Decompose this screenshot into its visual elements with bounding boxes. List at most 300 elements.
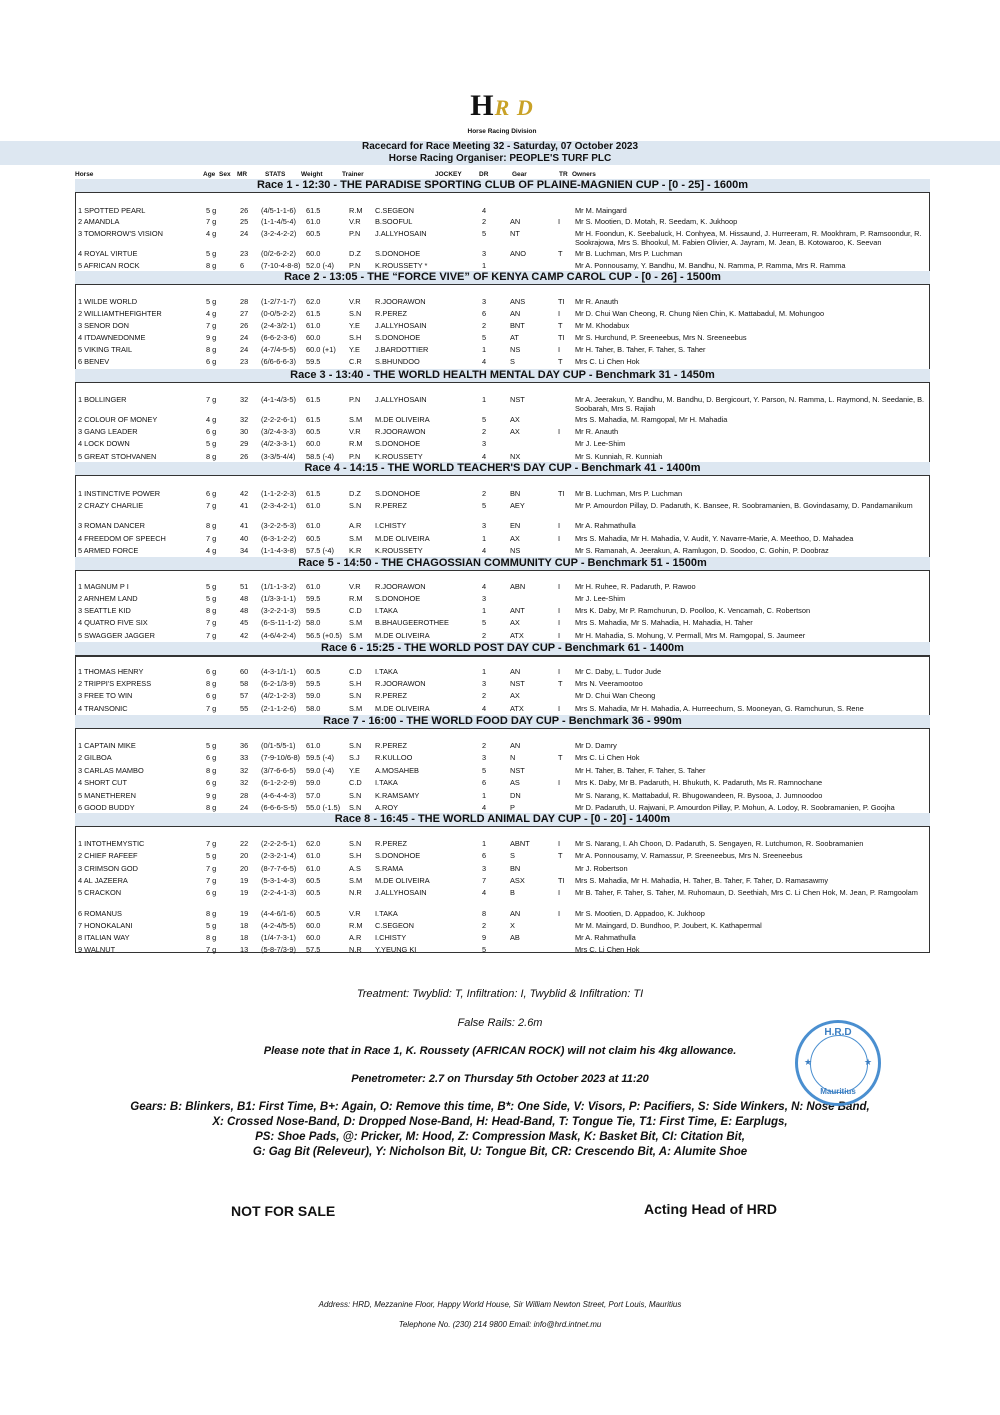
cell-trainer: R.M [349, 594, 363, 603]
cell-trainer: S.M [349, 534, 363, 543]
cell-gear: DN [510, 791, 521, 800]
cell-jockey: S.DONOHOE [375, 489, 421, 498]
cell-stats: (2-2-2-6-1) [261, 415, 297, 424]
cell-horse: 4 AL JAZEERA [78, 876, 128, 885]
cell-stats: (4/2-3-3-1) [261, 439, 296, 448]
cell-owners: Mr M. Maingard, D. Bundhoo, P. Joubert, K. Kathapermal [575, 921, 762, 930]
cell-trainer: S.H [349, 851, 362, 860]
cell-mr: 48 [240, 594, 249, 603]
cell-age-sex: 6 g [206, 357, 217, 366]
cell-weight: 61.0 [306, 582, 321, 591]
cell-jockey: K.RAMSAMY [375, 791, 420, 800]
cell-owners: Mr J. Lee-Shim [575, 594, 626, 603]
cell-draw: 6 [482, 851, 487, 860]
race-title: Race 7 - 16:00 - THE WORLD FOOD DAY CUP - Benchmark 36 - 990m [75, 715, 930, 728]
cell-draw: 3 [482, 249, 487, 258]
cell-owners: Mr M. Maingard [575, 206, 627, 215]
cell-owners: Mrs N. Veeramootoo [575, 679, 643, 688]
cell-stats: (0/2-6-2-2) [261, 249, 296, 258]
cell-trainer: V.R [349, 909, 361, 918]
cell-horse: 8 ITALIAN WAY [78, 933, 130, 942]
cell-trainer: N.R [349, 888, 362, 897]
cell-jockey: S.DONOHOE [375, 249, 421, 258]
cell-gear: AN [510, 309, 521, 318]
cell-mr: 60 [240, 667, 249, 676]
cell-jockey: K.ROUSSETY [375, 546, 423, 555]
cell-jockey: J.ALLYHOSAIN [375, 395, 427, 404]
cell-horse: 5 ARMED FORCE [78, 546, 139, 555]
cell-jockey: R.KULLOO [375, 753, 413, 762]
cell-horse: 5 MANETHEREN [78, 791, 136, 800]
cell-horse: 6 ROMANUS [78, 909, 122, 918]
cell-horse: 6 BENEV [78, 357, 110, 366]
cell-draw: 1 [482, 606, 487, 615]
cell-horse: 4 SHORT CUT [78, 778, 128, 787]
cell-owners: Mrs K. Daby, Mr P. Ramchurun, D. Poolloo, K. Vencamah, C. Robertson [575, 606, 811, 615]
cell-weight: 60.5 [306, 888, 321, 897]
cell-mr: 20 [240, 864, 249, 873]
cell-trainer: K.R [349, 546, 362, 555]
cell-horse: 5 VIKING TRAIL [78, 345, 133, 354]
hrd-logo [462, 86, 542, 138]
cell-draw: 3 [482, 753, 487, 762]
cell-horse: 5 AFRICAN ROCK [78, 261, 140, 270]
cell-jockey: R.PEREZ [375, 741, 408, 750]
cell-trainer: S.N [349, 309, 362, 318]
col-owners: Owners [572, 171, 596, 178]
cell-owners: Mr D. Damry [575, 741, 617, 750]
cell-jockey: R.PEREZ [375, 501, 408, 510]
race-title: Race 5 - 14:50 - THE CHAGOSSIAN COMMUNITY CUP - Benchmark 51 - 1500m [75, 557, 930, 570]
cell-jockey: M.DE OLIVEIRA [375, 415, 430, 424]
cell-age-sex: 7 g [206, 395, 217, 404]
cell-horse: 1 INTOTHEMYSTIC [78, 839, 145, 848]
cell-mr: 34 [240, 546, 249, 555]
cell-owners: Mr B. Luchman, Mrs P. Luchman [575, 489, 683, 498]
footer-telephone: Telephone No. (230) 214 9800 Email: info@hrd.intnet.mu [398, 1320, 602, 1329]
cell-weight: 61.5 [306, 206, 321, 215]
cell-mr: 22 [240, 839, 249, 848]
cell-age-sex: 8 g [206, 345, 217, 354]
cell-mr: 32 [240, 395, 249, 404]
cell-trainer: Y.E [349, 345, 360, 354]
cell-weight: 60.0 [306, 333, 321, 342]
cell-draw: 2 [482, 631, 487, 640]
col-sex: Sex [219, 171, 231, 178]
star-icon: ★ [804, 1057, 813, 1067]
cell-weight: 60.0 [306, 439, 321, 448]
cell-horse: 3 TOMORROW'S VISION [78, 229, 163, 238]
cell-weight: 59.5 [306, 679, 321, 688]
cell-gear: AX [510, 534, 520, 543]
cell-weight: 61.5 [306, 415, 321, 424]
cell-treatment: I [558, 704, 561, 713]
cell-weight: 61.5 [306, 309, 321, 318]
cell-age-sex: 7 g [206, 839, 217, 848]
cell-stats: (3/7-6-6-5) [261, 766, 296, 775]
cell-draw: 4 [482, 452, 487, 461]
cell-horse: 6 GOOD BUDDY [78, 803, 135, 812]
col-stats: STATS [265, 171, 286, 178]
cell-age-sex: 7 g [206, 876, 217, 885]
cell-treatment: I [558, 427, 561, 436]
cell-age-sex: 8 g [206, 803, 217, 812]
cell-gear: AX [510, 415, 520, 424]
cell-stats: (4-3-1/1-1) [261, 667, 296, 676]
cell-trainer: S.M [349, 618, 363, 627]
cell-owners: Mr S. Ramanah, A. Jeerakun, A. Ramlugon, D. Soodoo, C. Gohin, P. Doobraz [575, 546, 829, 555]
cell-weight: 61.0 [306, 741, 321, 750]
cell-trainer: C.R [349, 357, 362, 366]
cell-draw: 2 [482, 321, 487, 330]
cell-owners: Mr A. Ponnousamy, V. Ramassur, P. Sreeneebus, Mrs N. Sreeneebus [575, 851, 803, 860]
cell-horse: 4 ROYAL VIRTUE [78, 249, 138, 258]
cell-treatment: TI [558, 489, 565, 498]
cell-stats: (0-0/5-2-2) [261, 309, 296, 318]
cell-draw: 6 [482, 778, 487, 787]
cell-trainer: S.N [349, 803, 362, 812]
cell-stats: (2-1-1-2-6) [261, 704, 297, 713]
cell-weight: 59.5 [306, 606, 321, 615]
col-jockey: JOCKEY [435, 171, 462, 178]
cell-gear: AT [510, 333, 519, 342]
cell-draw: 2 [482, 691, 487, 700]
cell-stats: (4-2-4/5-5) [261, 921, 296, 930]
cell-stats: (1/1-1-3-2) [261, 582, 296, 591]
race-title: Race 2 - 13:05 - THE “FORCE VIVE” OF KENYA CAMP CAROL CUP - [0 - 26] - 1500m [75, 271, 930, 284]
cell-owners: Mr C. Daby, L. Tudor Jude [575, 667, 662, 676]
cell-weight: 62.0 [306, 297, 321, 306]
cell-trainer: P.N [349, 261, 361, 270]
cell-weight: 60.0 (+1) [306, 345, 336, 354]
cell-age-sex: 7 g [206, 631, 217, 640]
cell-weight: 60.5 [306, 534, 321, 543]
cell-trainer: S.N [349, 691, 362, 700]
cell-weight: 61.0 [306, 521, 321, 530]
cell-weight: 60.5 [306, 909, 321, 918]
cell-age-sex: 5 g [206, 582, 217, 591]
cell-weight: 61.0 [306, 321, 321, 330]
cell-jockey: R.JOORAWON [375, 582, 426, 591]
cell-draw: 1 [482, 667, 487, 676]
cell-treatment: I [558, 309, 561, 318]
cell-mr: 18 [240, 921, 249, 930]
cell-gear: AN [510, 741, 521, 750]
cell-age-sex: 7 g [206, 217, 217, 226]
cell-treatment: I [558, 909, 561, 918]
cell-horse: 2 COLOUR OF MONEY [78, 415, 158, 424]
cell-treatment: T [558, 679, 563, 688]
cell-mr: 18 [240, 933, 249, 942]
cell-horse: 1 THOMAS HENRY [78, 667, 144, 676]
cell-gear: BNT [510, 321, 525, 330]
cell-owners: Mr H. Taher, B. Taher, F. Taher, S. Taher [575, 766, 706, 775]
cell-horse: 2 WILLIAMTHEFIGHTER [78, 309, 162, 318]
cell-mr: 23 [240, 249, 249, 258]
cell-treatment: I [558, 888, 561, 897]
cell-age-sex: 6 g [206, 691, 217, 700]
cell-weight: 60.0 [306, 921, 321, 930]
cell-stats: (3-2-4-2-2) [261, 229, 297, 238]
cell-owners: Mrs S. Mahadia, Mr H. Mahadia, V. Audit, Y. Navarre-Marie, A. Meethoo, D. Mahadea [575, 534, 854, 543]
cell-age-sex: 5 g [206, 921, 217, 930]
cell-trainer: D.Z [349, 489, 361, 498]
cell-jockey: S.DONOHOE [375, 851, 421, 860]
cell-owners: Mr A. Rahmathulla [575, 521, 636, 530]
cell-jockey: M.DE OLIVEIRA [375, 704, 430, 713]
cell-draw: 4 [482, 803, 487, 812]
cell-weight: 60.5 [306, 427, 321, 436]
cell-mr: 20 [240, 851, 249, 860]
cell-horse: 1 INSTINCTIVE POWER [78, 489, 161, 498]
cell-trainer: A.R [349, 521, 362, 530]
cell-draw: 1 [482, 345, 487, 354]
cell-weight: 59.0 [306, 691, 321, 700]
cell-mr: 19 [240, 876, 249, 885]
cell-stats: (3-3/5-4/4) [261, 452, 296, 461]
cell-mr: 33 [240, 753, 249, 762]
cell-treatment: I [558, 582, 561, 591]
cell-mr: 19 [240, 909, 249, 918]
cell-horse: 3 SEATTLE KID [78, 606, 131, 615]
cell-gear: AX [510, 427, 520, 436]
cell-stats: (1-1-4-3-8) [261, 546, 297, 555]
cell-mr: 32 [240, 766, 249, 775]
cell-mr: 45 [240, 618, 249, 627]
stamp-inner-ring [810, 1035, 868, 1093]
cell-owners: Mrs C. Li Chen Hok [575, 945, 640, 954]
cell-jockey: J.ALLYHOSAIN [375, 229, 427, 238]
cell-jockey: K.ROUSSETY * [375, 261, 428, 270]
cell-mr: 41 [240, 501, 249, 510]
cell-draw: 1 [482, 261, 487, 270]
cell-weight: 59.0 [306, 778, 321, 787]
cell-age-sex: 5 g [206, 206, 217, 215]
cell-stats: (2-3-4-2-1) [261, 501, 297, 510]
cell-trainer: S.N [349, 501, 362, 510]
cell-mr: 28 [240, 297, 249, 306]
cell-trainer: Y.E [349, 766, 360, 775]
cell-mr: 55 [240, 704, 249, 713]
treatment-note: Treatment: Twyblid: T, Infiltration: I, Twyblid & Infiltration: TI [356, 988, 644, 1000]
gears-legend [120, 1100, 880, 1160]
cell-gear: NS [510, 345, 521, 354]
cell-weight: 57.0 [306, 791, 321, 800]
cell-draw: 2 [482, 489, 487, 498]
cell-jockey: R.PEREZ [375, 839, 408, 848]
cell-trainer: S.M [349, 415, 363, 424]
cell-owners: Mr H. Ruhee, R. Padaruth, P. Rawoo [575, 582, 696, 591]
cell-draw: 9 [482, 933, 487, 942]
cell-draw: 1 [482, 839, 487, 848]
cell-stats: (4-6/4-2-4) [261, 631, 296, 640]
cell-gear: AX [510, 618, 520, 627]
cell-treatment: TI [558, 876, 565, 885]
cell-jockey: M.DE OLIVEIRA [375, 876, 430, 885]
cell-jockey: A.MOSAHEB [375, 766, 419, 775]
cell-jockey: I.TAKA [375, 606, 398, 615]
cell-owners: Mr B. Taher, F. Taher, S. Taher, M. Ruhomaun, D. Seethiah, Mrs C. Li Chen Hok, M. Jean, P. Ramgoolam [575, 888, 918, 897]
cell-trainer: C.D [349, 667, 362, 676]
cell-treatment: I [558, 618, 561, 627]
cell-trainer: A.R [349, 933, 362, 942]
cell-stats: (2-2-2-5-1) [261, 839, 297, 848]
cell-gear: NST [510, 395, 525, 404]
cell-horse: 3 SENOR DON [78, 321, 129, 330]
cell-trainer: V.R [349, 297, 361, 306]
cell-horse: 1 WILDE WORLD [78, 297, 138, 306]
cell-gear: X [510, 921, 515, 930]
cell-draw: 4 [482, 888, 487, 897]
gears-line: Gears: B: Blinkers, B1: First Time, B+: Again, O: Remove this time, B*: One Side, V: Visors, P: Pacifiers, S: Side Winkers, N: Nose Band, [130, 1101, 870, 1113]
cell-mr: 36 [240, 741, 249, 750]
race-title: Race 3 - 13:40 - THE WORLD HEALTH MENTAL DAY CUP - Benchmark 31 - 1450m [75, 369, 930, 382]
racecard-title: Racecard for Race Meeting 32 - Saturday, 07 October 2023 [0, 141, 1000, 153]
cell-owners: Mr M. Khodabux [575, 321, 630, 330]
cell-draw: 3 [482, 594, 487, 603]
cell-mr: 42 [240, 489, 249, 498]
race-table [75, 826, 930, 953]
cell-jockey: I.CHISTY [375, 933, 407, 942]
cell-treatment: T [558, 357, 563, 366]
cell-treatment: I [558, 631, 561, 640]
cell-draw: 4 [482, 704, 487, 713]
cell-age-sex: 7 g [206, 618, 217, 627]
cell-owners: Mr R. Anauth [575, 297, 619, 306]
cell-age-sex: 8 g [206, 452, 217, 461]
cell-horse: 3 CARLAS MAMBO [78, 766, 144, 775]
cell-age-sex: 6 g [206, 489, 217, 498]
cell-mr: 42 [240, 631, 249, 640]
cell-horse: 3 GANG LEADER [78, 427, 138, 436]
cell-age-sex: 5 g [206, 439, 217, 448]
cell-owners: Mr J. Robertson [575, 864, 628, 873]
cell-draw: 4 [482, 357, 487, 366]
cell-owners: Mrs S. Mahadia, Mr H. Mahadia, A. Hurreechurn, S. Mooneyan, G. Ramchurun, S. Rene [575, 704, 864, 713]
cell-stats: (1/3-3-1-1) [261, 594, 296, 603]
cell-age-sex: 6 g [206, 888, 217, 897]
cell-stats: (4-6-4-4-3) [261, 791, 297, 800]
cell-gear: AB [510, 933, 520, 942]
gears-line: PS: Shoe Pads, @: Pricker, M: Hood, Z: Compression Mask, K: Basket Bit, CI: Citation Bit, [255, 1131, 745, 1143]
cell-weight: 61.0 [306, 217, 321, 226]
cell-weight: 61.0 [306, 851, 321, 860]
cell-stats: (6-3-1-2-2) [261, 534, 297, 543]
cell-age-sex: 8 g [206, 606, 217, 615]
cell-jockey: S.BHUNDOO [375, 357, 420, 366]
cell-trainer: R.M [349, 921, 363, 930]
cell-weight: 61.0 [306, 501, 321, 510]
cell-owners: Mr A. Rahmathulla [575, 933, 636, 942]
cell-horse: 1 BOLLINGER [78, 395, 127, 404]
cell-jockey: A.ROY [375, 803, 398, 812]
cell-treatment: I [558, 521, 561, 530]
cell-gear: AN [510, 909, 521, 918]
cell-jockey: J.BARDOTTIER [375, 345, 429, 354]
penetrometer-note: Penetrometer: 2.7 on Thursday 5th October 2023 at 11:20 [351, 1073, 649, 1085]
cell-age-sex: 8 g [206, 909, 217, 918]
cell-draw: 5 [482, 618, 487, 627]
cell-jockey: R.PEREZ [375, 691, 408, 700]
cell-horse: 4 QUATRO FIVE SIX [78, 618, 148, 627]
gears-line: G: Gag Bit (Releveur), Y: Nicholson Bit, U: Tongue Bit, CR: Crescendo Bit, A: Alumite Shoe [252, 1146, 748, 1158]
cell-horse: 3 FREE TO WIN [78, 691, 133, 700]
cell-horse: 2 GILBOA [78, 753, 112, 762]
cell-trainer: S.N [349, 839, 362, 848]
cell-trainer: V.R [349, 217, 361, 226]
cell-mr: 58 [240, 679, 249, 688]
cell-owners: Mrs C. Li Chen Hok [575, 357, 640, 366]
cell-stats: (1-2/7-1-7) [261, 297, 296, 306]
cell-horse: 2 CHIEF RAFEEF [78, 851, 138, 860]
cell-owners: Mr J. Lee-Shim [575, 439, 626, 448]
cell-gear: ANO [510, 249, 527, 258]
cell-owners: Mrs S. Mahadia, Mr S. Mahadia, H. Mahadia, H. Taher [575, 618, 753, 627]
cell-age-sex: 5 g [206, 594, 217, 603]
cell-jockey: K.ROUSSETY [375, 452, 423, 461]
cell-age-sex: 8 g [206, 679, 217, 688]
cell-weight: 61.5 [306, 489, 321, 498]
cell-treatment: T [558, 753, 563, 762]
cell-trainer: S.M [349, 631, 363, 640]
cell-horse: 2 ARNHEM LAND [78, 594, 138, 603]
cell-owners: Mr B. Luchman, Mrs P. Luchman [575, 249, 683, 258]
cell-gear: NS [510, 546, 521, 555]
cell-trainer: S.J [349, 753, 360, 762]
col-age: Age [203, 171, 216, 178]
cell-mr: 51 [240, 582, 249, 591]
cell-owners: Mr H. Mahadia, S. Mohung, V. Permall, Mrs M. Ramgopal, S. Jaumeer [575, 631, 806, 640]
cell-mr: 26 [240, 206, 249, 215]
cell-stats: (1-1-2-2-3) [261, 489, 297, 498]
cell-jockey: S.DONOHOE [375, 594, 421, 603]
cell-age-sex: 5 g [206, 741, 217, 750]
cell-owners: Mr S. Narang, K. Mattabadul, R. Bhugowandeen, R. Bysooa, J. Jumnoodoo [575, 791, 823, 800]
cell-gear: AX [510, 691, 520, 700]
cell-draw: 2 [482, 921, 487, 930]
col-dr: DR [479, 171, 489, 178]
cell-stats: (4-7/4-5-5) [261, 345, 296, 354]
cell-jockey: S.DONOHOE [375, 439, 421, 448]
cell-owners: Mr S. Narang, I. Ah Choon, D. Padaruth, S. Sengayen, R. Lutchumon, R. Soobramanien [575, 839, 864, 848]
cell-jockey: J.ALLYHOSAIN [375, 321, 427, 330]
cell-stats: (4/2-1-2-3) [261, 691, 296, 700]
cell-draw: 3 [482, 439, 487, 448]
cell-treatment: T [558, 321, 563, 330]
cell-draw: 6 [482, 309, 487, 318]
cell-gear: AS [510, 778, 520, 787]
cell-jockey: M.DE OLIVEIRA [375, 534, 430, 543]
cell-trainer: S.H [349, 333, 362, 342]
cell-horse: 1 MAGNUM P I [78, 582, 129, 591]
cell-mr: 29 [240, 439, 249, 448]
cell-age-sex: 7 g [206, 534, 217, 543]
cell-age-sex: 6 g [206, 778, 217, 787]
cell-trainer: R.M [349, 439, 363, 448]
cell-weight: 56.5 (+0.5) [306, 631, 342, 640]
cell-gear: ANT [510, 606, 525, 615]
cell-stats: (2-3-2-1-4) [261, 851, 297, 860]
race-table [75, 475, 930, 562]
cell-draw: 1 [482, 791, 487, 800]
cell-trainer: S.H [349, 679, 362, 688]
acting-head-label: Acting Head of HRD [644, 1201, 777, 1217]
cell-stats: (3/2-4-3-3) [261, 427, 296, 436]
cell-mr: 30 [240, 427, 249, 436]
cell-gear: AEY [510, 501, 525, 510]
cell-stats: (1/4-7-3-1) [261, 933, 296, 942]
cell-jockey: Y.YEUNG KI [375, 945, 417, 954]
